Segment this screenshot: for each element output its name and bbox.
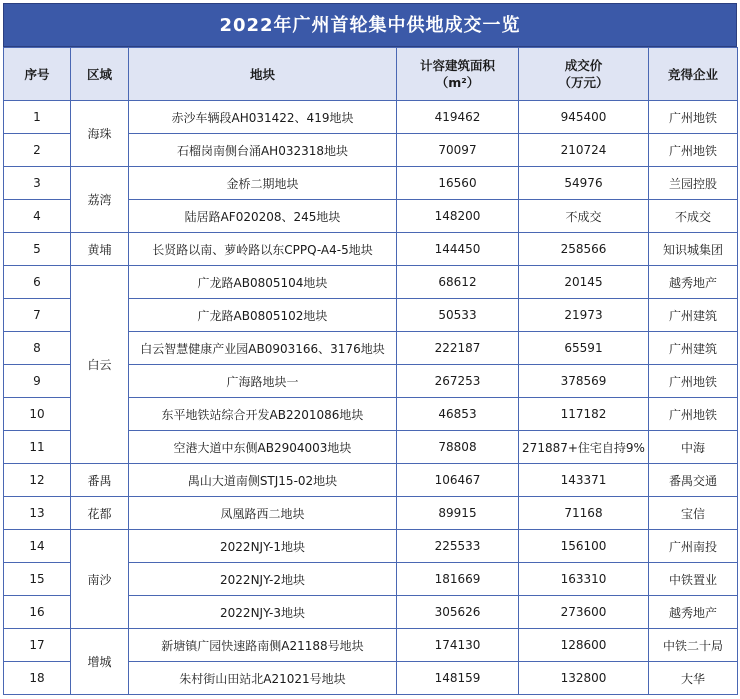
plot-name: 禺山大道南侧STJ15-02地块: [129, 464, 397, 497]
table-row: [4, 464, 738, 497]
land-auction-table-container: [3, 3, 737, 695]
transaction-price: 210724: [519, 134, 649, 167]
row-number: 4: [4, 200, 71, 233]
winning-enterprise: 不成交: [649, 200, 738, 233]
transaction-price: 117182: [519, 398, 649, 431]
plot-name: 广龙路AB0805102地块: [129, 299, 397, 332]
winning-enterprise: 越秀地产: [649, 266, 738, 299]
header-price-line2: （万元）: [558, 75, 609, 90]
transaction-price: 132800: [519, 662, 649, 695]
table-row: [4, 233, 738, 266]
table-row: [4, 167, 738, 200]
plot-name: 石榴岗南侧台涌AH032318地块: [129, 134, 397, 167]
gross-floor-area: 70097: [397, 134, 519, 167]
plot-name: 广龙路AB0805104地块: [129, 266, 397, 299]
gross-floor-area: 148159: [397, 662, 519, 695]
transaction-price: 273600: [519, 596, 649, 629]
transaction-price: 128600: [519, 629, 649, 662]
table-body: [4, 101, 738, 695]
plot-name: 新塘镇广园快速路南侧A21188号地块: [129, 629, 397, 662]
gross-floor-area: 267253: [397, 365, 519, 398]
plot-name: 凤凰路西二地块: [129, 497, 397, 530]
winning-enterprise: 中铁置业: [649, 563, 738, 596]
gross-floor-area: 222187: [397, 332, 519, 365]
plot-name: 赤沙车辆段AH031422、419地块: [129, 101, 397, 134]
row-number: 9: [4, 365, 71, 398]
transaction-price: 163310: [519, 563, 649, 596]
header-plot: 地块: [129, 48, 397, 101]
land-auction-table: [3, 47, 738, 695]
district-cell: 增城: [71, 629, 129, 695]
gross-floor-area: 148200: [397, 200, 519, 233]
row-number: 7: [4, 299, 71, 332]
row-number: 3: [4, 167, 71, 200]
row-number: 12: [4, 464, 71, 497]
district-cell: 海珠: [71, 101, 129, 167]
row-number: 15: [4, 563, 71, 596]
plot-name: 2022NJY-3地块: [129, 596, 397, 629]
row-number: 17: [4, 629, 71, 662]
plot-name: 空港大道中东侧AB2904003地块: [129, 431, 397, 464]
district-cell: 番禺: [71, 464, 129, 497]
row-number: 8: [4, 332, 71, 365]
transaction-price: 945400: [519, 101, 649, 134]
winning-enterprise: 兰园控股: [649, 167, 738, 200]
transaction-price: 54976: [519, 167, 649, 200]
gross-floor-area: 89915: [397, 497, 519, 530]
winning-enterprise: 知识城集团: [649, 233, 738, 266]
plot-name: 陆居路AF020208、245地块: [129, 200, 397, 233]
district-cell: 荔湾: [71, 167, 129, 233]
transaction-price: 378569: [519, 365, 649, 398]
table-row: [4, 530, 738, 563]
transaction-price: 71168: [519, 497, 649, 530]
transaction-price: 271887+住宅自持9%: [519, 431, 649, 464]
table-row: [4, 266, 738, 299]
plot-name: 广海路地块一: [129, 365, 397, 398]
winning-enterprise: 广州建筑: [649, 299, 738, 332]
gross-floor-area: 50533: [397, 299, 519, 332]
district-cell: 南沙: [71, 530, 129, 629]
transaction-price: 156100: [519, 530, 649, 563]
gross-floor-area: 174130: [397, 629, 519, 662]
table-row: [4, 497, 738, 530]
gross-floor-area: 16560: [397, 167, 519, 200]
table-title: 2022年广州首轮集中供地成交一览: [3, 3, 737, 47]
winning-enterprise: 宝信: [649, 497, 738, 530]
district-cell: 花都: [71, 497, 129, 530]
table-header: [4, 48, 738, 101]
row-number: 14: [4, 530, 71, 563]
header-price-line1: 成交价: [564, 58, 603, 73]
header-gfa-line1: 计容建筑面积: [419, 58, 495, 73]
gross-floor-area: 419462: [397, 101, 519, 134]
header-area: 区域: [71, 48, 129, 101]
transaction-price: 20145: [519, 266, 649, 299]
winning-enterprise: 广州地铁: [649, 398, 738, 431]
plot-name: 白云智慧健康产业园AB0903166、3176地块: [129, 332, 397, 365]
winning-enterprise: 中海: [649, 431, 738, 464]
plot-name: 2022NJY-2地块: [129, 563, 397, 596]
transaction-price: 65591: [519, 332, 649, 365]
header-gfa: [397, 48, 519, 101]
gross-floor-area: 46853: [397, 398, 519, 431]
gross-floor-area: 144450: [397, 233, 519, 266]
row-number: 2: [4, 134, 71, 167]
winning-enterprise: 大华: [649, 662, 738, 695]
row-number: 5: [4, 233, 71, 266]
header-no: 序号: [4, 48, 71, 101]
gross-floor-area: 68612: [397, 266, 519, 299]
winning-enterprise: 中铁二十局: [649, 629, 738, 662]
transaction-price: 不成交: [519, 200, 649, 233]
transaction-price: 21973: [519, 299, 649, 332]
row-number: 18: [4, 662, 71, 695]
winning-enterprise: 广州地铁: [649, 365, 738, 398]
plot-name: 2022NJY-1地块: [129, 530, 397, 563]
transaction-price: 143371: [519, 464, 649, 497]
gross-floor-area: 305626: [397, 596, 519, 629]
gross-floor-area: 181669: [397, 563, 519, 596]
winning-enterprise: 广州地铁: [649, 134, 738, 167]
winning-enterprise: 广州南投: [649, 530, 738, 563]
header-gfa-line2: （m²）: [435, 75, 480, 90]
header-enterprise: 竞得企业: [649, 48, 738, 101]
district-cell: 黄埔: [71, 233, 129, 266]
row-number: 11: [4, 431, 71, 464]
row-number: 10: [4, 398, 71, 431]
district-cell: 白云: [71, 266, 129, 464]
row-number: 16: [4, 596, 71, 629]
winning-enterprise: 广州建筑: [649, 332, 738, 365]
gross-floor-area: 106467: [397, 464, 519, 497]
winning-enterprise: 越秀地产: [649, 596, 738, 629]
gross-floor-area: 78808: [397, 431, 519, 464]
plot-name: 金桥二期地块: [129, 167, 397, 200]
row-number: 6: [4, 266, 71, 299]
transaction-price: 258566: [519, 233, 649, 266]
winning-enterprise: 番禺交通: [649, 464, 738, 497]
table-row: [4, 101, 738, 134]
plot-name: 东平地铁站综合开发AB2201086地块: [129, 398, 397, 431]
row-number: 1: [4, 101, 71, 134]
gross-floor-area: 225533: [397, 530, 519, 563]
winning-enterprise: 广州地铁: [649, 101, 738, 134]
plot-name: 长贤路以南、萝岭路以东CPPQ-A4-5地块: [129, 233, 397, 266]
header-price: [519, 48, 649, 101]
table-row: [4, 629, 738, 662]
row-number: 13: [4, 497, 71, 530]
plot-name: 朱村街山田站北A21021号地块: [129, 662, 397, 695]
